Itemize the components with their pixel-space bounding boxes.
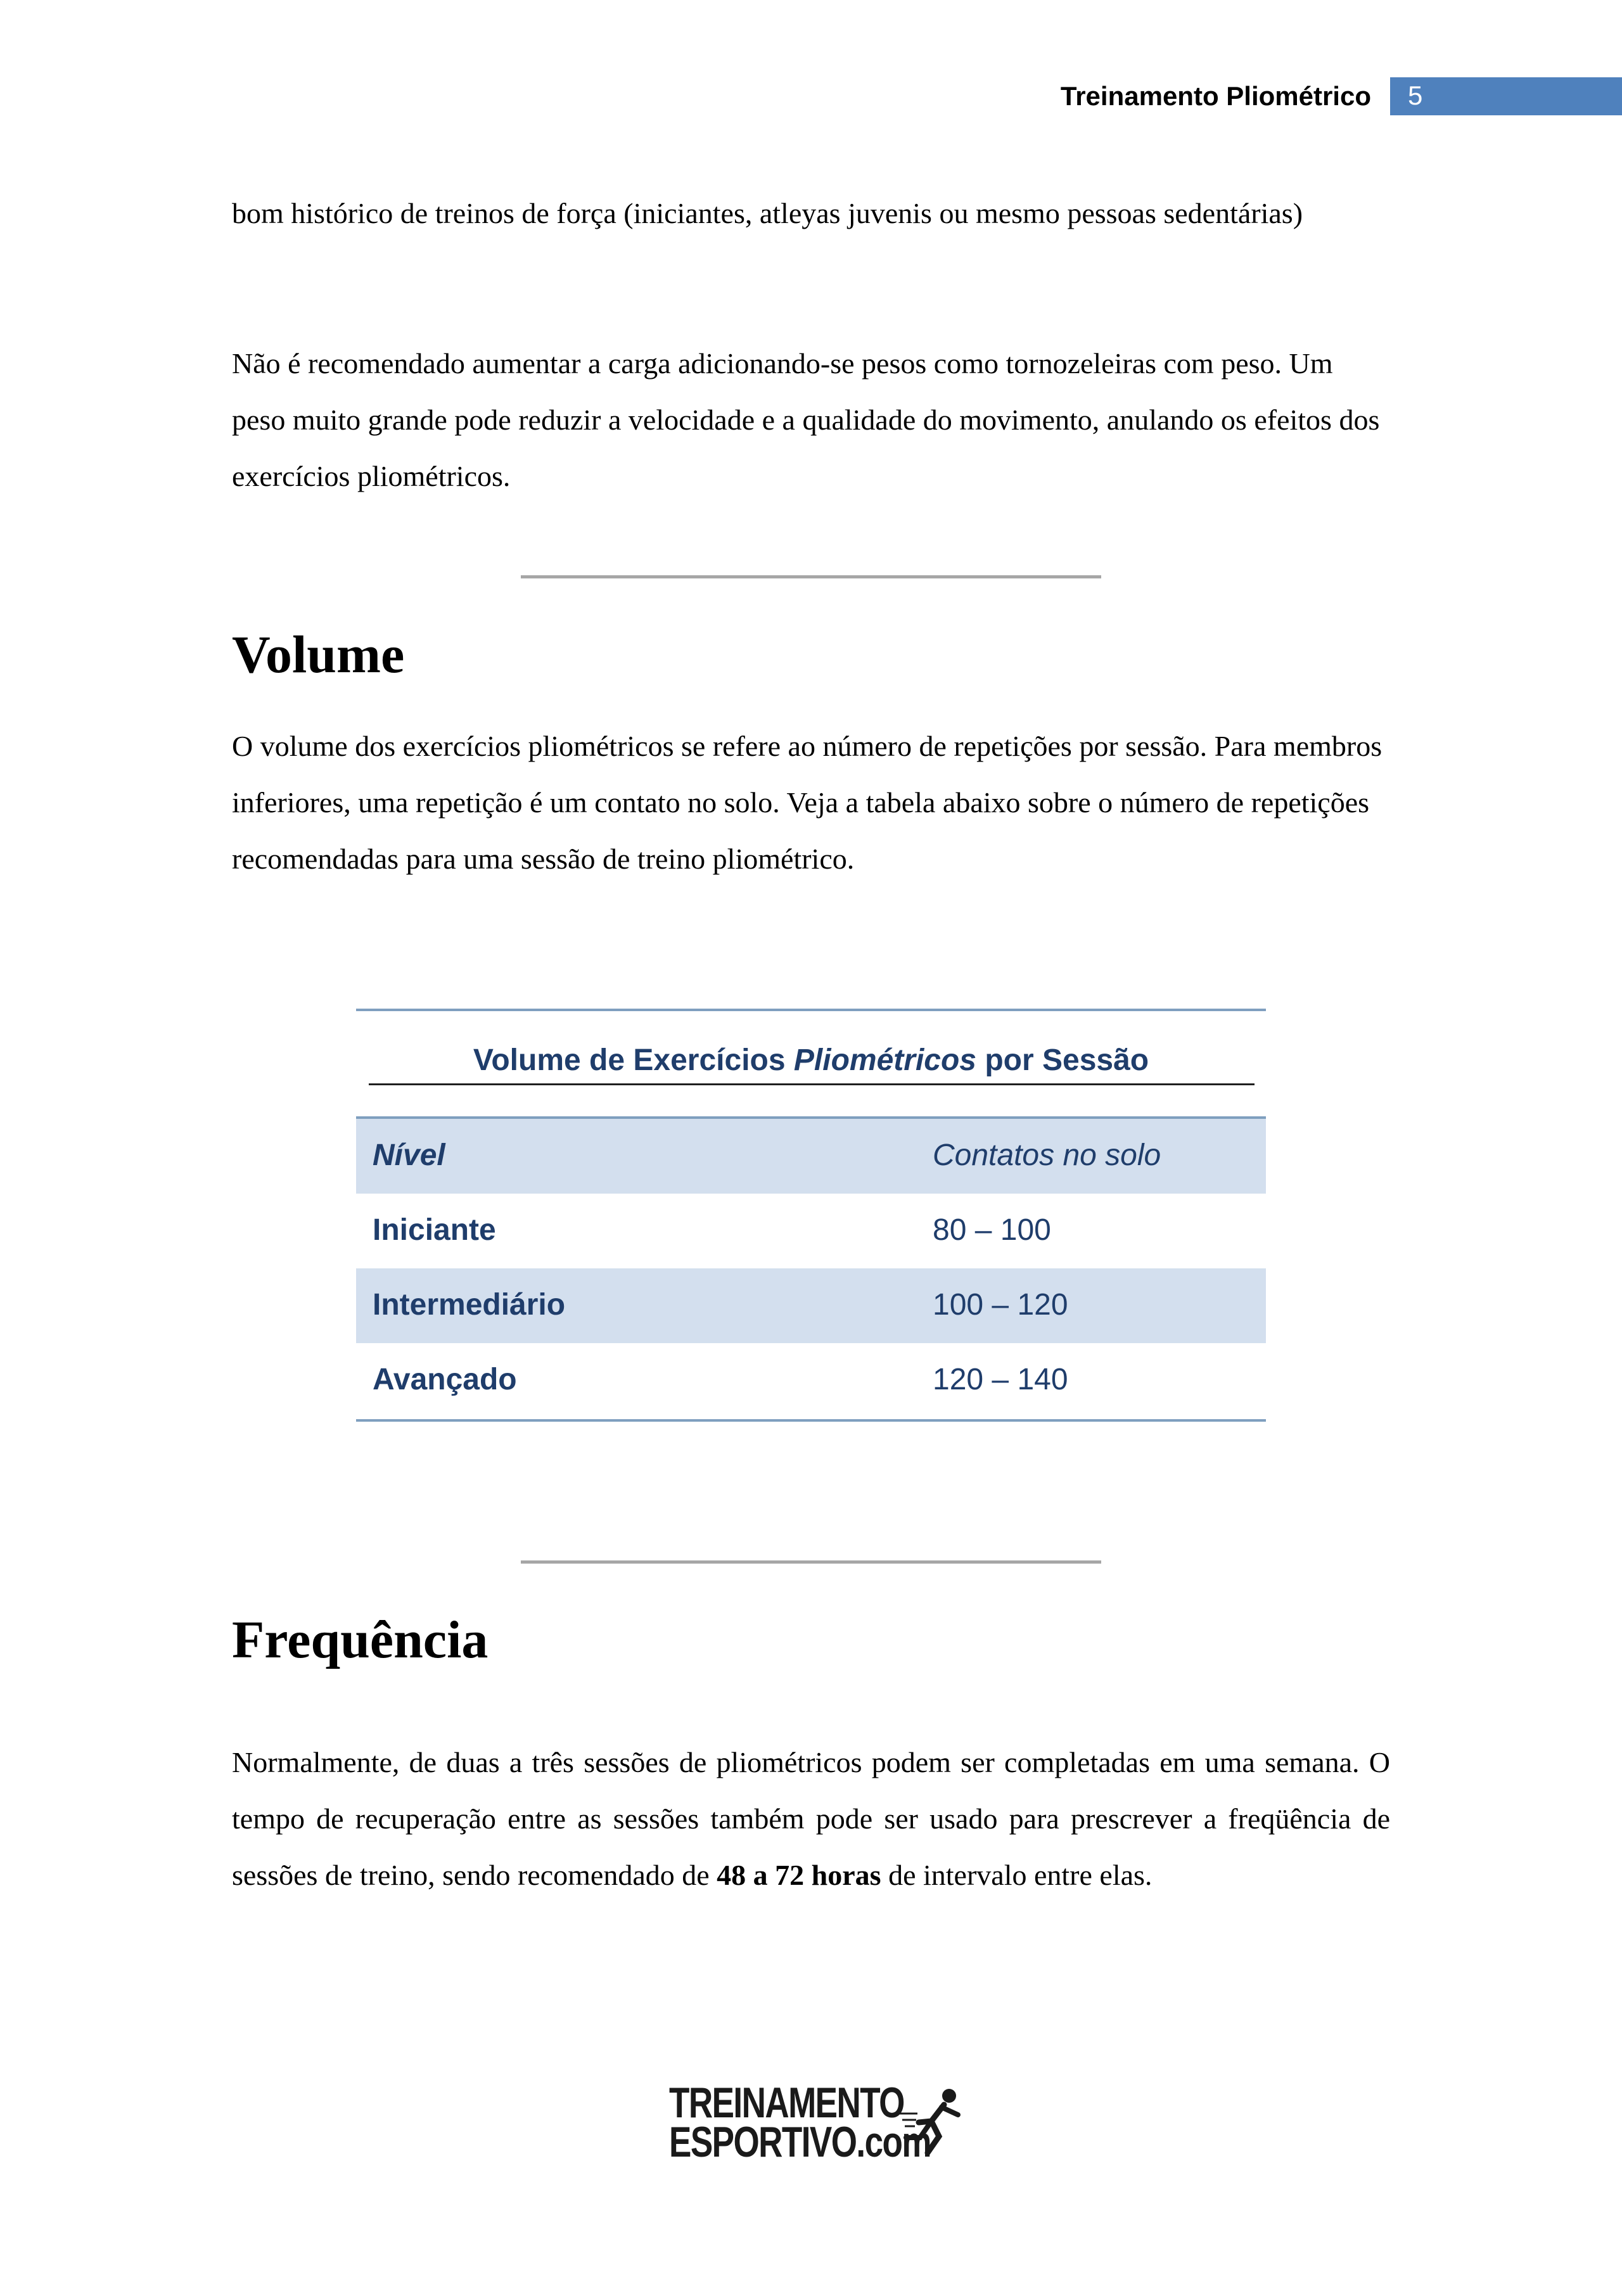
table-row	[356, 1194, 1266, 1268]
section-divider	[521, 1560, 1101, 1564]
site-logo	[665, 2078, 969, 2173]
heading-frequencia: Frequência	[232, 1610, 489, 1669]
table-caption-part: por Sessão	[976, 1043, 1149, 1077]
table-top-rule	[356, 1009, 1266, 1011]
paragraph-bold-text: 48 a 72 horas	[717, 1859, 881, 1891]
table-bottom-rule	[356, 1419, 1266, 1422]
column-header-level: Nível	[373, 1138, 445, 1172]
logo-line-2: ESPORTIVO.com	[669, 2118, 931, 2166]
paragraph-volume: O volume dos exercícios pliométricos se refere ao número de repetições por sessão. Para membros inferiores, uma repetição é um contato no solo. Veja a tabela abaixo sobre o número de repetições recomendadas para uma sessão de treino pliométrico.	[232, 730, 1383, 875]
paragraph-text: de intervalo entre elas.	[881, 1859, 1153, 1891]
paragraph-weights: Não é recomendado aumentar a carga adicionando-se pesos como tornozeleiras com peso. Um peso muito grande pode reduzir a velocidade e a qualidade do movimento, anulando os efeitos dos exercícios pliométricos.	[232, 347, 1380, 492]
paragraph-continuation: bom histórico de treinos de força (iniciantes, atleyas juvenis ou mesmo pessoas sedentárias)	[232, 197, 1303, 229]
header-title: Treinamento Pliométrico	[1060, 81, 1371, 111]
cell-level: Intermediário	[373, 1288, 566, 1322]
table-row	[356, 1343, 1266, 1418]
runner-icon	[900, 2084, 969, 2160]
table-row	[356, 1268, 1266, 1343]
table-caption-italic: Pliométricos	[793, 1043, 976, 1077]
paragraph-text: Normalmente, de duas a três sessões de pliométricos podem ser completadas em uma semana. O tempo de recuperação entre as sessões também pode ser usado para prescrever a freqüência de sessões de treino, sendo recomendado de	[232, 1746, 1390, 1891]
table-caption	[356, 1043, 1266, 1078]
cell-level: Avançado	[373, 1363, 517, 1396]
cell-contacts: 80 – 100	[933, 1213, 1051, 1247]
cell-level: Iniciante	[373, 1213, 496, 1247]
table-caption-part: Volume de Exercícios	[473, 1043, 794, 1077]
table-caption-rule	[369, 1083, 1255, 1085]
header-accent-bar	[1390, 77, 1622, 115]
cell-contacts: 120 – 140	[933, 1363, 1068, 1396]
section-divider	[521, 575, 1101, 578]
page-number: 5	[1408, 80, 1423, 110]
heading-volume: Volume	[232, 625, 405, 684]
table-header-row	[356, 1119, 1266, 1194]
cell-contacts: 100 – 120	[933, 1288, 1068, 1322]
column-header-contacts: Contatos no solo	[933, 1138, 1161, 1172]
paragraph-frequency	[232, 1734, 1390, 1903]
logo-line-1: TREINAMENTO	[669, 2079, 904, 2127]
